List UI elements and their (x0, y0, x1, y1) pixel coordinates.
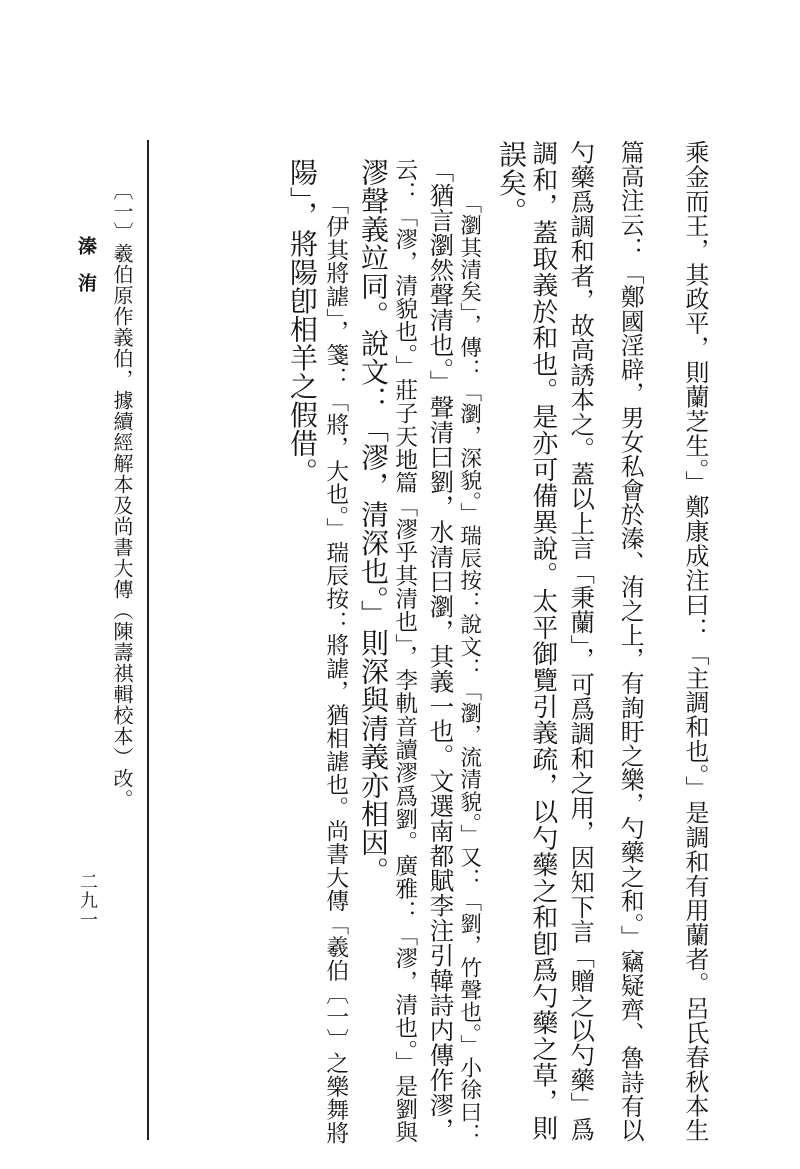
text-column: 「瀏其清矣」，傳：「瀏，深貌。」瑞辰按：說文：「瀏，流清貌。」又：「劉，竹聲也。」小徐曰： (456, 192, 482, 1146)
text-column: 篇高注云：「鄭國淫辟，男女私會於溱、洧之上，有詢盱之樂，勺藥之和。」竊疑齊、魯詩有以 (616, 140, 645, 1143)
text-column: 「猶言瀏然聲清也。」聲清曰劉，水清曰瀏，其義一也。文選南都賦李注引韓詩内傳作漻， (425, 158, 455, 1143)
text-column: 云：「漻，清貌也。」莊子天地篇「漻乎其清也」，李軌音讀漻爲劉。廣雅：「漻，清也。」是劉與 (391, 158, 418, 1144)
text-column: 「伊其將謔」，箋：「將，大也。」瑞辰按：將謔，猶相謔也。尚書大傳「羲伯〔一〕之樂舞將 (322, 192, 349, 1145)
text-column: 乘金而王，其政平，則蘭芝生。」鄭康成注曰：「主調和也。」是調和有用蘭者。呂氏春秋本生 (680, 140, 709, 1143)
text-column: 勺藥爲調和者，故高誘本之。蓋以上言「秉蘭」，可爲調和之用，因知下言「贈之以勺藥」爲 (566, 140, 595, 1142)
footnote: 〔一〕羲伯原作義伯，據續經解本及尚書大傳（陳壽祺輯校本）改。 (110, 180, 134, 810)
page-number: 二九一 (77, 872, 98, 929)
text-column: 調和，蓋取義於和也。是亦可備異說。太平御覽引義疏，以勺藥之和卽爲勺藥之草，則 (527, 140, 558, 1141)
text-column: 誤矣。 (495, 140, 528, 226)
text-column: 漻聲義竝同。說文：「漻，清深也。」則深與清義亦相因。 (357, 158, 390, 885)
text-column: 陽」，將陽卽相羊之假借。 (286, 158, 319, 486)
footnote-divider (147, 140, 149, 1140)
running-head: 溱洧 (75, 236, 97, 310)
